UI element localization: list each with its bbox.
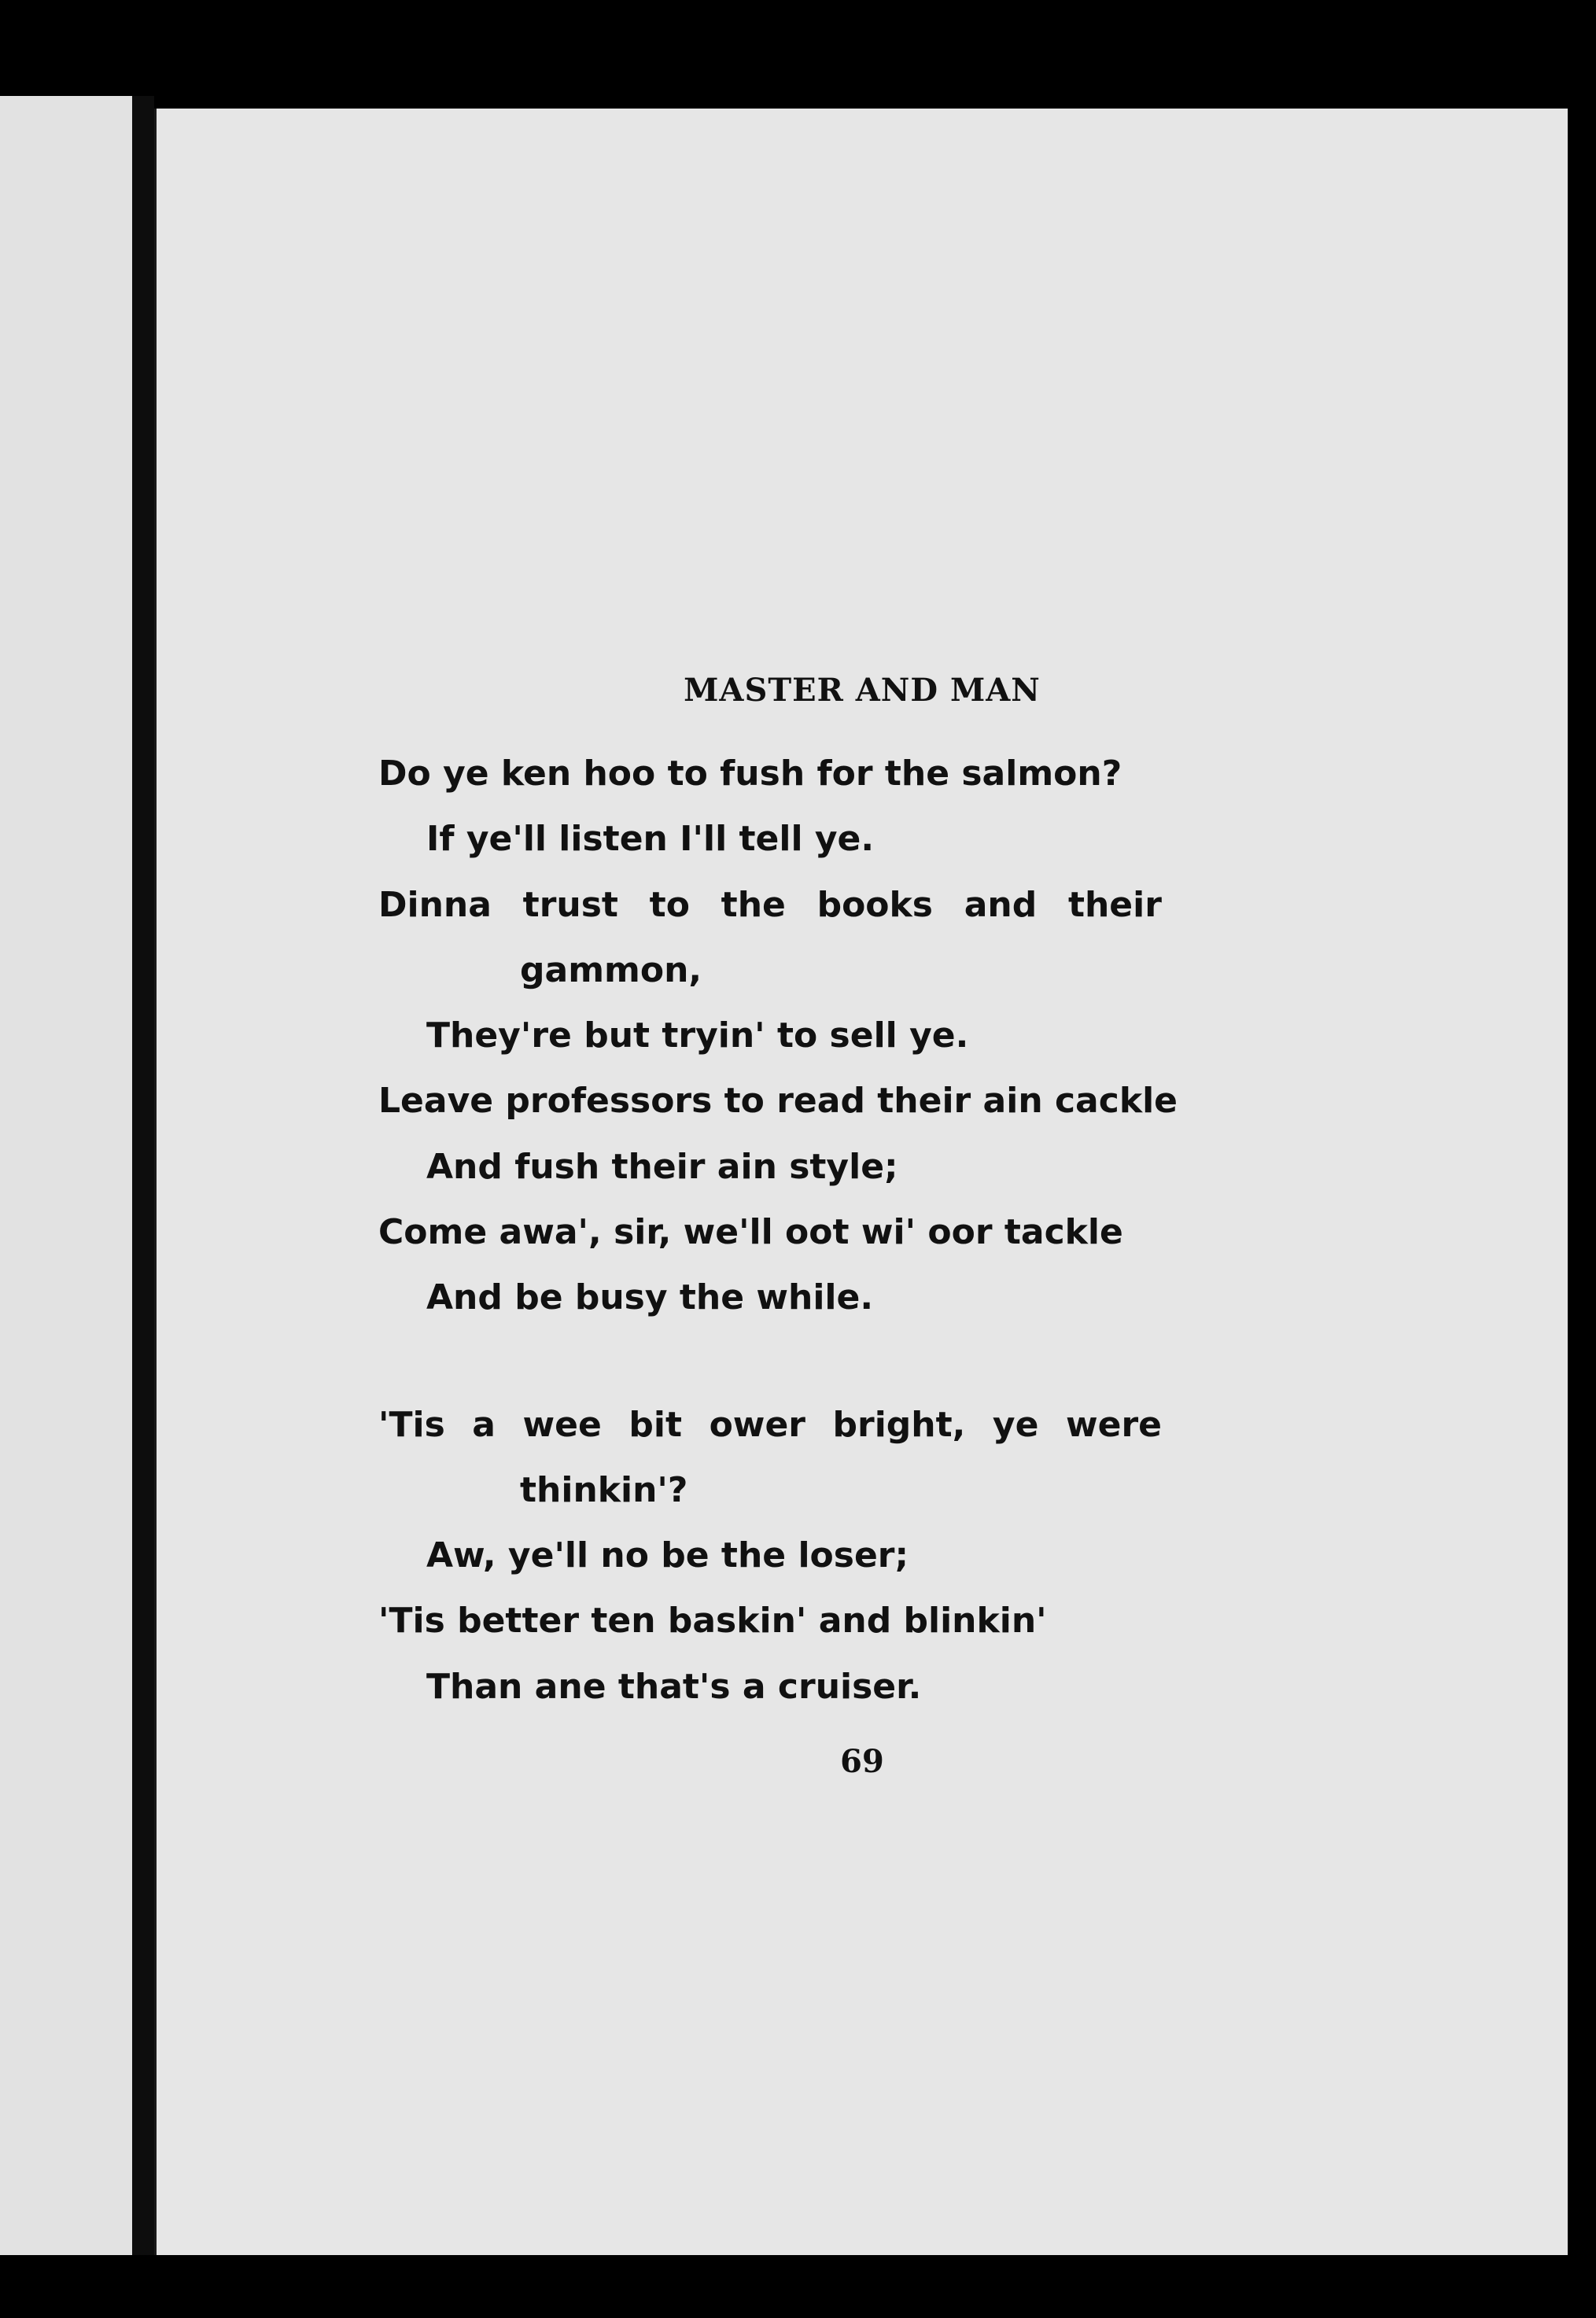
word: trust <box>522 885 618 925</box>
stanza-1-line-3-continued: gammon, <box>520 950 702 990</box>
word: bit <box>628 1405 683 1445</box>
word: bright, <box>832 1405 966 1445</box>
word: Dinna <box>378 885 492 925</box>
stanza-1-line-3 <box>378 885 1162 925</box>
stanza-1-line-5: Leave professors to read their ain cackle <box>378 1081 1178 1121</box>
stanza-2-line-2: Aw, ye'll no be the loser; <box>426 1535 909 1575</box>
word: the <box>721 885 786 925</box>
word: to <box>649 885 690 925</box>
word: their <box>1067 885 1162 925</box>
word: ye <box>992 1405 1039 1445</box>
stanza-1-line-6: And fush their ain style; <box>426 1147 898 1187</box>
word: were <box>1065 1405 1162 1445</box>
word: books <box>816 885 933 925</box>
stanza-2-line-4: Than ane that's a cruiser. <box>426 1667 922 1707</box>
stanza-2-line-1 <box>378 1405 1162 1445</box>
stanza-1-line-4: They're but tryin' to sell ye. <box>426 1015 969 1056</box>
stanza-2-line-3: 'Tis better ten baskin' and blinkin' <box>378 1601 1047 1641</box>
book-page <box>154 109 1568 2255</box>
book-spine <box>132 96 154 2255</box>
stanza-1-line-2: If ye'll listen I'll tell ye. <box>426 819 875 859</box>
word: wee <box>522 1405 602 1445</box>
word: and <box>964 885 1038 925</box>
stanza-1-line-1: Do ye ken hoo to fush for the salmon? <box>378 754 1122 794</box>
word: a <box>472 1405 496 1445</box>
previous-page-edge <box>0 96 132 2255</box>
poem-title: MASTER AND MAN <box>684 672 1041 709</box>
page-number: 69 <box>840 1743 884 1780</box>
stanza-2-line-1-continued: thinkin'? <box>520 1470 688 1510</box>
word: 'Tis <box>378 1405 445 1445</box>
word: ower <box>709 1405 805 1445</box>
stanza-1-line-8: And be busy the while. <box>426 1277 874 1317</box>
stanza-1-line-7: Come awa', sir, we'll oot wi' oor tackle <box>378 1212 1123 1252</box>
